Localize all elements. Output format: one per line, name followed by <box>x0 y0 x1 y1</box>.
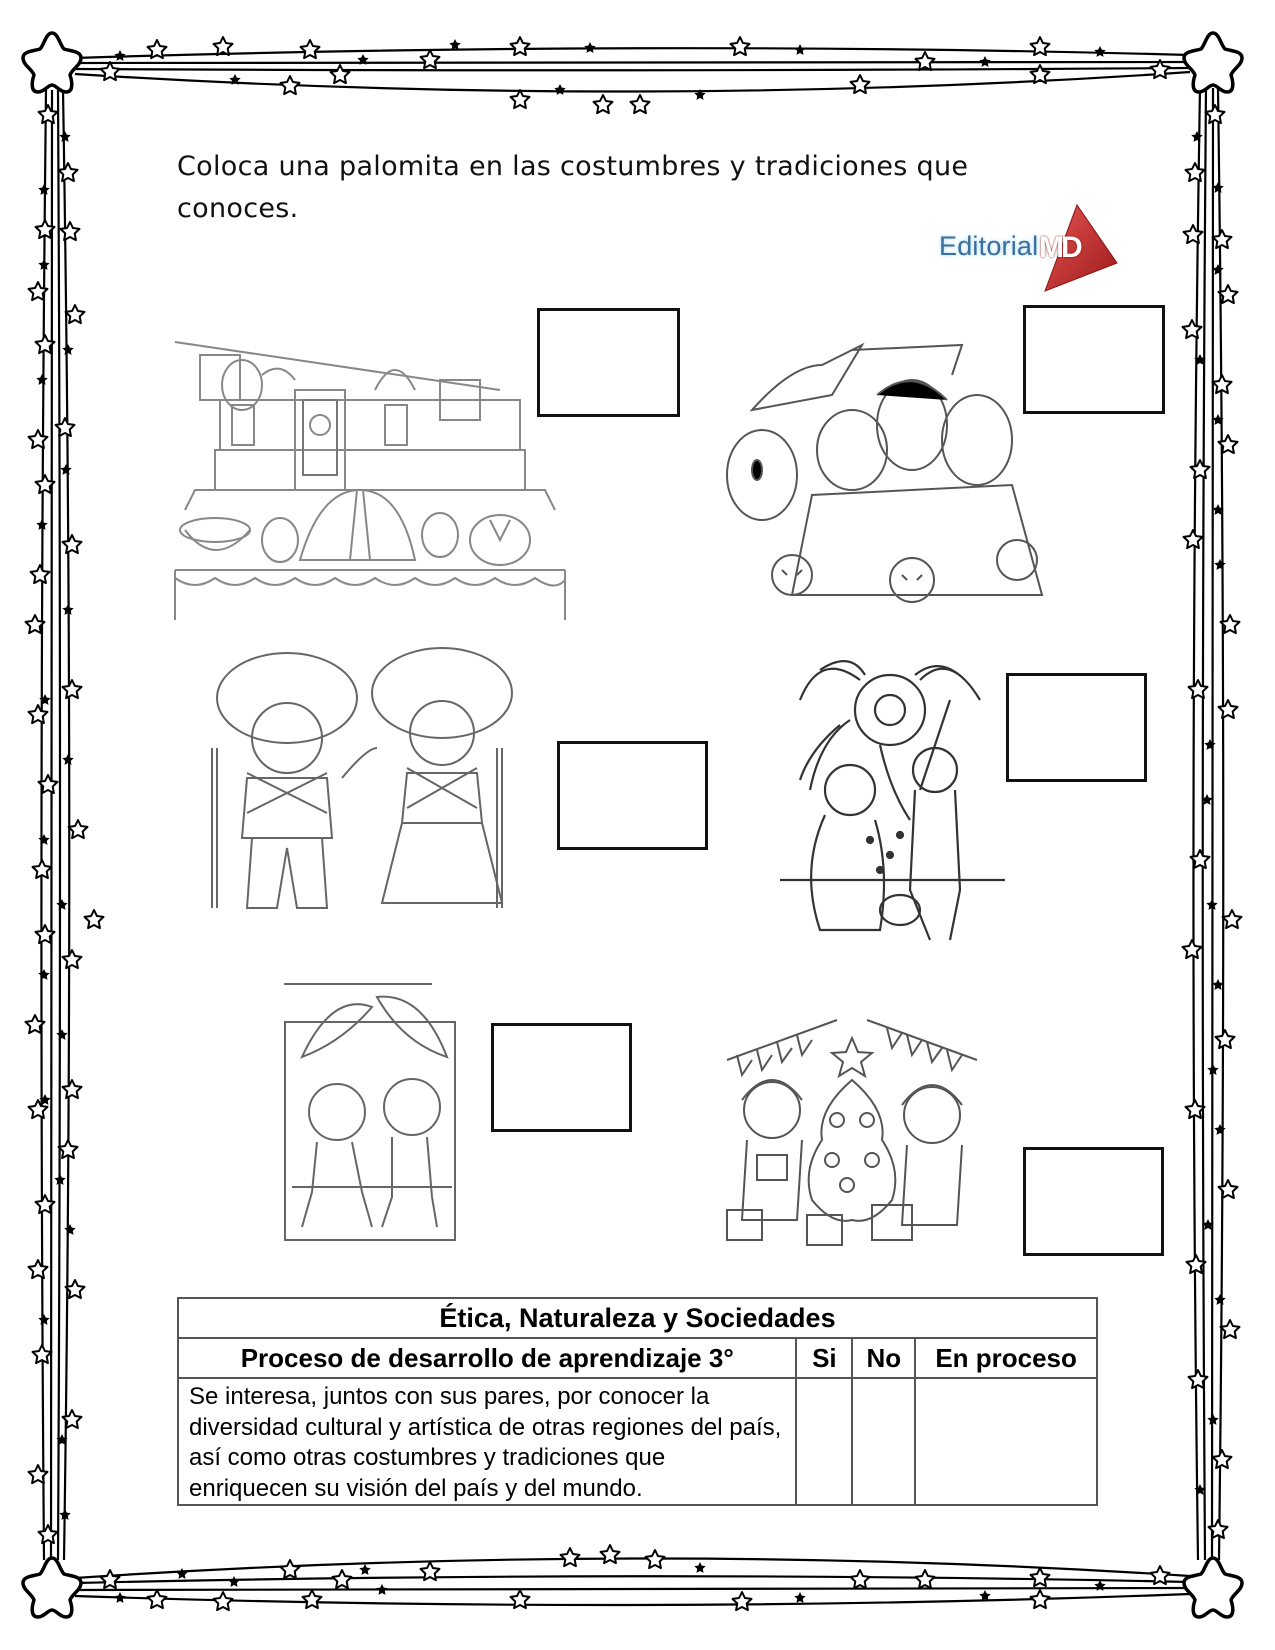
si-cell[interactable] <box>796 1378 852 1505</box>
table-row <box>178 1378 1097 1505</box>
header-criterion: Proceso de desarrollo de aprendizaje 3° <box>178 1338 796 1378</box>
logo-text: Editorial <box>939 231 1039 261</box>
logo-mark: MD <box>1039 231 1080 264</box>
sombrero-dance-kids-icon <box>282 982 457 1244</box>
checkbox-navidad[interactable] <box>1023 1147 1164 1256</box>
christmas-tree-kids-icon <box>722 1000 982 1250</box>
altar-de-muertos-icon <box>170 330 570 625</box>
criterion-cell: Se interesa, juntos con sus pares, por conocer la diversidad cultural y artística de otras regiones del país, así como otras costumbres y tradiciones que enriquecen su visión del país y del mundo. <box>178 1378 796 1505</box>
table-title: Ética, Naturaleza y Sociedades <box>178 1298 1097 1338</box>
evaluation-table <box>177 1297 1098 1506</box>
checkbox-altar-de-muertos[interactable] <box>537 308 680 417</box>
en-proceso-cell[interactable] <box>915 1378 1097 1505</box>
checkbox-revolucion[interactable] <box>557 741 708 850</box>
header-en-proceso: En proceso <box>915 1338 1097 1378</box>
pinata-kids-illustration <box>780 640 1005 955</box>
altar-de-muertos-illustration <box>170 330 570 625</box>
header-si: Si <box>796 1338 852 1378</box>
christmas-tree-kids-illustration <box>722 1000 982 1250</box>
checkbox-pinata[interactable] <box>1006 673 1147 782</box>
table-header-row <box>178 1338 1097 1378</box>
instruction-text: Coloca una palomita en las costumbres y tradiciones que conoces. <box>177 151 969 224</box>
table-title-row <box>178 1298 1097 1338</box>
checkbox-halloween[interactable] <box>1023 305 1165 414</box>
checkbox-sombrero-fiesta[interactable] <box>491 1023 632 1132</box>
no-cell[interactable] <box>852 1378 915 1505</box>
revolucionarios-kids-illustration <box>192 638 522 918</box>
editorial-md-logo <box>935 203 1120 293</box>
pinata-kids-icon <box>780 640 1005 955</box>
header-no: No <box>852 1338 915 1378</box>
revolucionarios-kids-icon <box>192 638 522 918</box>
sombrero-dance-kids-illustration <box>282 982 457 1244</box>
